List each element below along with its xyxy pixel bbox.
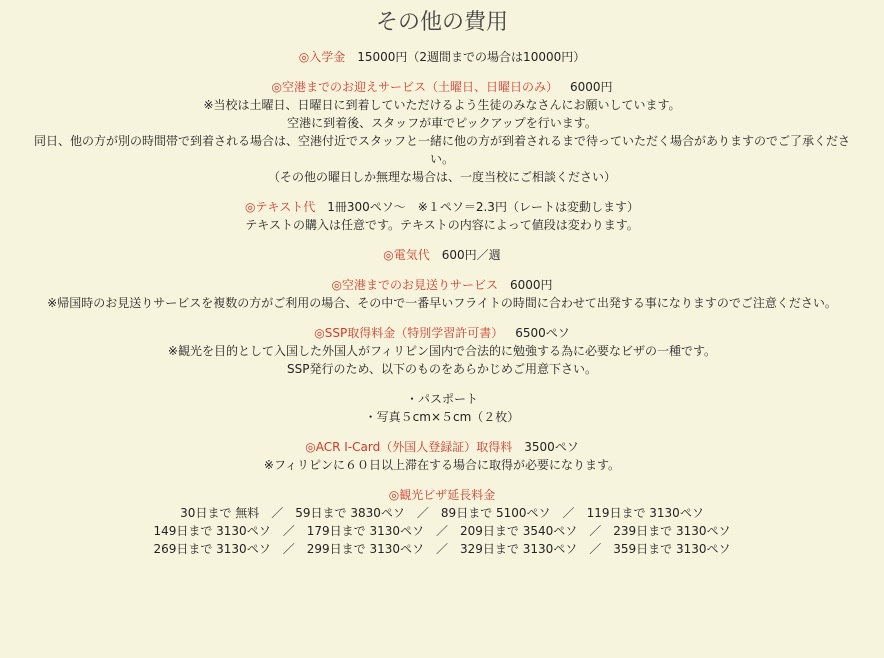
fee-label: ◎テキスト代 bbox=[245, 200, 316, 214]
visa-row bbox=[4, 540, 880, 558]
visa-cell: 119日まで 3130ペソ bbox=[586, 506, 704, 520]
visa-row bbox=[4, 522, 880, 540]
visa-extension-label: ◎観光ビザ延長料金 bbox=[388, 488, 496, 502]
fee-section-head bbox=[4, 246, 880, 264]
fee-section-head bbox=[4, 276, 880, 294]
fee-value: 3500ペソ bbox=[524, 440, 579, 454]
fee-section bbox=[4, 276, 880, 312]
fee-label: ◎空港までのお見送りサービス bbox=[331, 278, 498, 292]
visa-cell: 359日まで 3130ペソ bbox=[613, 542, 731, 556]
visa-cell: 329日まで 3130ペソ bbox=[460, 542, 578, 556]
fee-note-line: ※観光を目的として入国した外国人がフィリピン国内で合法的に勉強する為に必要なビザの一種です。 bbox=[167, 344, 717, 358]
visa-separator: ／ bbox=[282, 524, 295, 538]
visa-cell: 30日まで 無料 bbox=[180, 506, 260, 520]
fee-note-line: ※フィリピンに６０日以上滞在する場合に取得が必要になります。 bbox=[263, 458, 621, 472]
visa-separator: ／ bbox=[435, 524, 448, 538]
fee-value: 6500ペソ bbox=[515, 326, 570, 340]
fee-section bbox=[4, 438, 880, 474]
fee-note-line: 同日、他の方が別の時間帯で到着される場合は、空港付近でスタッフと一緒に他の方が到着されるまで待っていただく場合がありますのでご了承くださ bbox=[33, 134, 850, 148]
visa-cell: 179日まで 3130ペソ bbox=[306, 524, 424, 538]
fee-section-head bbox=[4, 48, 880, 66]
fee-label: ◎SSP取得料金（特別学習許可書） bbox=[314, 326, 504, 340]
fee-label: ◎入学金 bbox=[298, 50, 346, 64]
fee-value: 600円／週 bbox=[441, 248, 501, 262]
fee-note-line: ・パスポート bbox=[405, 392, 478, 406]
fee-label: ◎ACR I-Card（外国人登録証）取得料 bbox=[305, 440, 513, 454]
visa-separator: ／ bbox=[589, 542, 602, 556]
fee-value: 6000円 bbox=[509, 278, 553, 292]
fee-note-line: テキストの購入は任意です。テキストの内容によって値段は変わります。 bbox=[245, 218, 639, 232]
fee-section bbox=[4, 48, 880, 66]
fee-value: 15000円（2週間までの場合は10000円） bbox=[357, 50, 586, 64]
visa-cell: 299日まで 3130ペソ bbox=[306, 542, 424, 556]
fee-section-head bbox=[4, 324, 880, 342]
fee-label: ◎電気代 bbox=[383, 248, 430, 262]
visa-row bbox=[4, 504, 880, 522]
visa-cell: 239日まで 3130ペソ bbox=[613, 524, 731, 538]
visa-separator: ／ bbox=[589, 524, 602, 538]
fee-note-line: ・写真５cm×５cm（２枚） bbox=[364, 410, 520, 424]
fee-section bbox=[4, 324, 880, 378]
fee-sections bbox=[4, 48, 880, 474]
visa-cell: 269日まで 3130ペソ bbox=[153, 542, 271, 556]
fee-section bbox=[4, 198, 880, 234]
visa-separator: ／ bbox=[416, 506, 429, 520]
fee-section bbox=[4, 246, 880, 264]
fee-section-head bbox=[4, 438, 880, 456]
visa-separator: ／ bbox=[562, 506, 575, 520]
visa-separator: ／ bbox=[271, 506, 284, 520]
fee-note-line: ※帰国時のお見送りサービスを複数の方がご利用の場合、その中で一番早いフライトの時間に合わせて出発する事になりますのでご注意ください。 bbox=[47, 296, 837, 310]
visa-cell: 59日まで 3830ペソ bbox=[295, 506, 405, 520]
fee-note-line: い。 bbox=[429, 152, 454, 166]
fee-note-line: （その他の曜日しか無理な場合は、一度当校にご相談ください） bbox=[267, 170, 616, 184]
fee-section bbox=[4, 390, 880, 426]
fee-section-head bbox=[4, 78, 880, 96]
visa-extension-section bbox=[4, 486, 880, 558]
visa-cell: 209日まで 3540ペソ bbox=[460, 524, 578, 538]
fee-section-head bbox=[4, 198, 880, 216]
fee-value: 1冊300ペソ～ ※１ペソ＝2.3円（レートは変動します） bbox=[327, 200, 639, 214]
page-title: その他の費用 bbox=[375, 10, 508, 35]
visa-cell: 149日まで 3130ペソ bbox=[153, 524, 271, 538]
visa-cell: 89日まで 5100ペソ bbox=[440, 506, 551, 520]
visa-extension-table bbox=[4, 504, 880, 558]
fee-note-line: SSP発行のため、以下のものをあらかじめご用意下さい。 bbox=[287, 362, 597, 376]
visa-separator: ／ bbox=[282, 542, 295, 556]
fee-note-line: ※当校は土曜日、日曜日に到着していただけるよう生徒のみなさんにお願いしています。 bbox=[203, 98, 681, 112]
fee-value: 6000円 bbox=[569, 80, 613, 94]
fee-label: ◎空港までのお迎えサービス（土曜日、日曜日のみ） bbox=[271, 80, 558, 94]
fee-section bbox=[4, 78, 880, 186]
fee-note-line: 空港に到着後、スタッフが車でピックアップを行います。 bbox=[287, 116, 597, 130]
visa-separator: ／ bbox=[435, 542, 448, 556]
visa-extension-head bbox=[4, 486, 880, 504]
